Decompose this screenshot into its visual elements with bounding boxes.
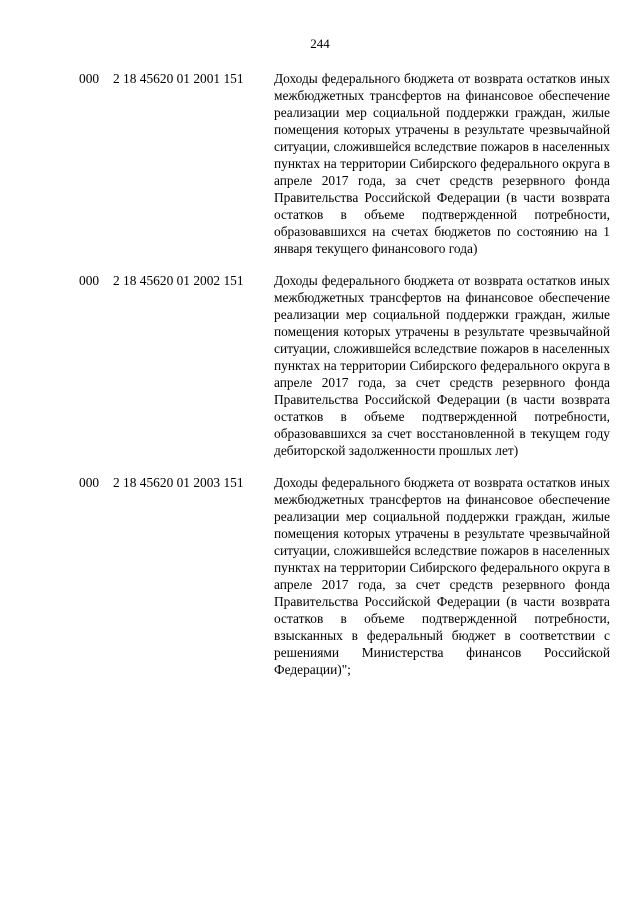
revenue-description: Доходы федерального бюджета от возврата остатков иных межбюджетных трансфертов на финансовое обеспечение реализации мер социальной поддержки граждан, жилые помещения которых утрачены в результате чрезвычайной ситуации, сложившейся вследствие пожаров в населенных пунктах на территории Сибирского федерального округа в апреле 2017 года, за счет средств резервного фонда Правительства Российской Федерации (в части возврата остатков в объеме подтвержденной потребности, образовавшихся за счет восстановленной в текущем году дебиторской задолженности прошлых лет) <box>274 273 610 458</box>
administrator-code: 000 <box>79 273 100 288</box>
page-number: 244 <box>310 36 330 51</box>
revenue-code-table <box>0 70 640 693</box>
administrator-code: 000 <box>79 475 100 490</box>
table-row <box>0 70 640 257</box>
table-row <box>0 474 640 678</box>
budget-classification-code: 2 18 45620 01 2001 151 <box>113 71 244 86</box>
budget-classification-code: 2 18 45620 01 2002 151 <box>113 273 244 288</box>
revenue-description: Доходы федерального бюджета от возврата остатков иных межбюджетных трансфертов на финансовое обеспечение реализации мер социальной поддержки граждан, жилые помещения которых утрачены в результате чрезвычайной ситуации, сложившейся вследствие пожаров в населенных пунктах на территории Сибирского федерального округа в апреле 2017 года, за счет средств резервного фонда Правительства Российской Федерации (в части возврата остатков в объеме подтвержденной потребности, образовавшихся на счетах бюджетов по состоянию на 1 января текущего финансового года) <box>274 71 610 256</box>
revenue-description: Доходы федерального бюджета от возврата остатков иных межбюджетных трансфертов на финансовое обеспечение реализации мер социальной поддержки граждан, жилые помещения которых утрачены в результате чрезвычайной ситуации, сложившейся вследствие пожаров в населенных пунктах на территории Сибирского федерального округа в апреле 2017 года, за счет средств резервного фонда Правительства Российской Федерации (в части возврата остатков в объеме подтвержденной потребности, взысканных в федеральный бюджет в соответствии с решениями Министерства финансов Российской Федерации)"; <box>274 475 610 677</box>
table-row <box>0 272 640 459</box>
administrator-code: 000 <box>79 71 100 86</box>
budget-classification-code: 2 18 45620 01 2003 151 <box>113 475 244 490</box>
